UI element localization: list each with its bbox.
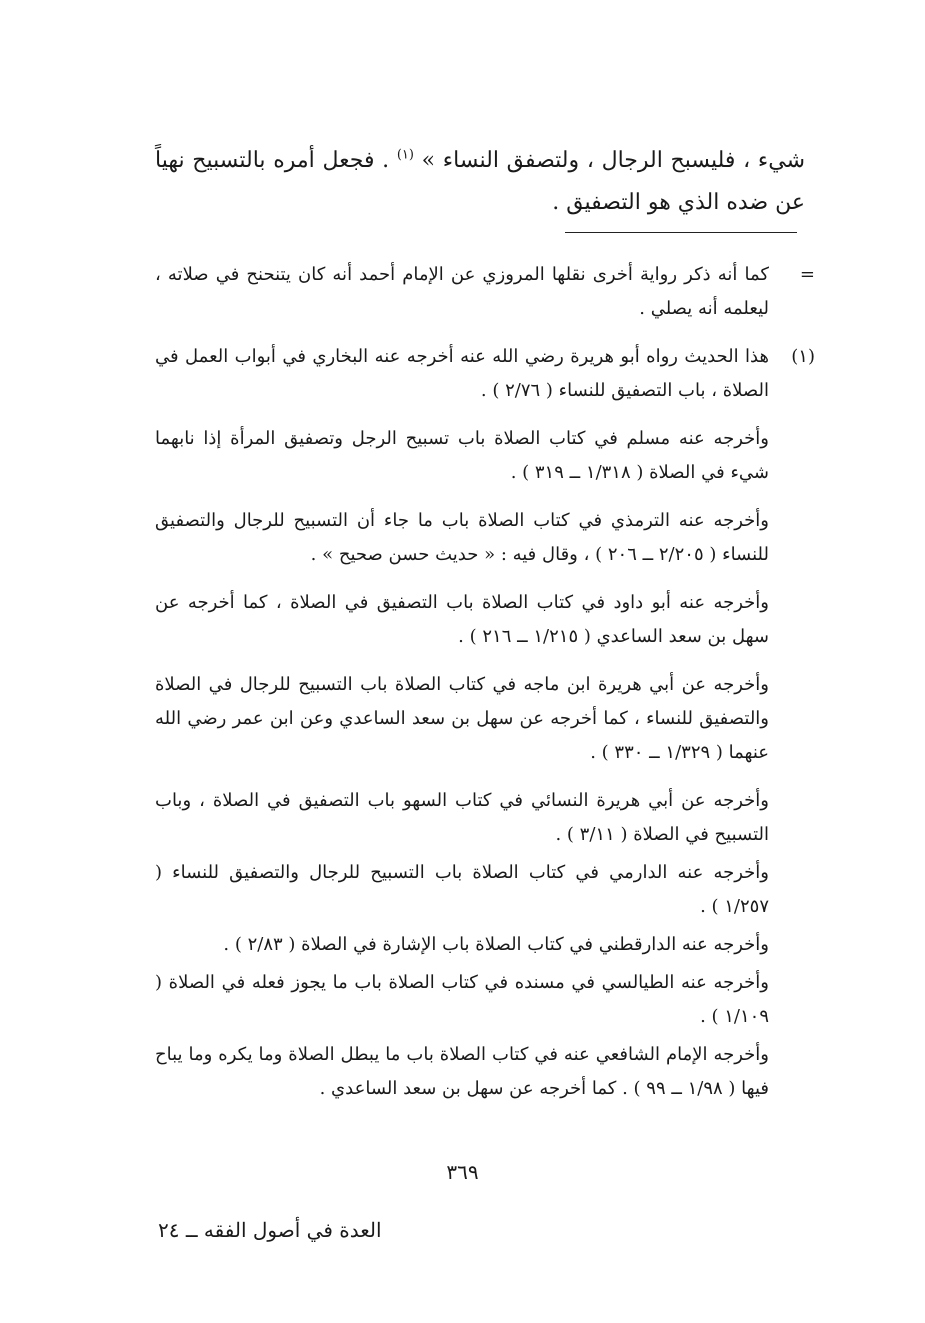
page-number: ٣٦٩ bbox=[446, 1160, 479, 1184]
footnote-number: (١) bbox=[791, 346, 815, 367]
footnote-paragraph: هذا الحديث رواه أبو هريرة رضي الله عنه أخرجه عنه البخاري في أبواب العمل في الصلاة ، باب التصفيق للنساء ( ٢/٧٦ ) . bbox=[155, 346, 769, 401]
footnote-paragraph: وأخرجه الإمام الشافعي عنه في كتاب الصلاة باب ما يبطل الصلاة وما يكره وما يباح فيها ( ١/٩٨ ــ ٩٩ ) . كما أخرجه عن سهل بن سعد الساعدي . bbox=[155, 1044, 769, 1099]
footnote-reference: (١) bbox=[396, 147, 414, 163]
main-text-before-ref: شيء ، فليسبح الرجال ، ولتصفق النساء » bbox=[421, 148, 805, 173]
footnote-paragraph: وأخرجه عنه مسلم في كتاب الصلاة باب تسبيح الرجل وتصفيق المرأة إذا نابهما شيء في الصلاة ( ١/٣١٨ ــ ٣١٩ ) . bbox=[155, 428, 769, 483]
continuation-marker: = bbox=[799, 264, 815, 285]
footnote-paragraph: وأخرجه عنه الدارقطني في كتاب الصلاة باب الإشارة في الصلاة ( ٢/٨٣ ) . bbox=[223, 934, 769, 955]
main-text bbox=[155, 140, 805, 224]
running-footer: العدة في أصول الفقه ــ ٢٤ bbox=[158, 1218, 382, 1242]
footnotes bbox=[155, 258, 815, 1106]
main-text-after-ref: . فجعل أمره بالتسبيح نهياً عن ضده الذي هو التصفيق . bbox=[155, 148, 805, 215]
continued-footnote-text: كما أنه ذكر رواية أخرى نقلها المروزي عن الإمام أحمد أنه كان يتنحنح في صلاته ، ليعلمه أنه يصلي . bbox=[155, 264, 769, 319]
footnote-paragraph: وأخرجه عن أبي هريرة ابن ماجه في كتاب الصلاة باب التسبيح للرجال في الصلاة والتصفيق للنساء ، كما أخرجه عن سهل بن سعد الساعدي وعن ابن عمر رضي الله عنهما ( ١/٣٢٩ ــ ٣٣٠ ) . bbox=[155, 674, 769, 763]
footnote-1 bbox=[155, 340, 815, 1106]
footnote-paragraph: وأخرجه عن أبي هريرة النسائي في كتاب السهو باب التصفيق في الصلاة ، وباب التسبيح في الصلاة ( ٣/١١ ) . bbox=[155, 790, 769, 845]
continued-footnote bbox=[155, 258, 815, 326]
footnote-paragraph: وأخرجه عنه أبو داود في كتاب الصلاة باب التصفيق في الصلاة ، كما أخرجه عن سهل بن سعد الساعدي ( ١/٢١٥ ــ ٢١٦ ) . bbox=[155, 592, 769, 647]
footnote-paragraph: وأخرجه عنه الترمذي في كتاب الصلاة باب ما جاء أن التسبيح للرجال والتصفيق للنساء ( ٢/٢٠٥ ــ ٢٠٦ ) ، وقال فيه : « حديث حسن صحيح » . bbox=[155, 510, 769, 565]
footnote-separator bbox=[565, 232, 797, 233]
footnote-paragraph: وأخرجه عنه الطيالسي في مسنده في كتاب الصلاة باب ما يجوز فعله في الصلاة ( ١/١٠٩ ) . bbox=[155, 972, 769, 1027]
footnote-paragraph: وأخرجه عنه الدارمي في كتاب الصلاة باب التسبيح للرجال والتصفيق للنساء ( ١/٢٥٧ ) . bbox=[155, 862, 769, 917]
